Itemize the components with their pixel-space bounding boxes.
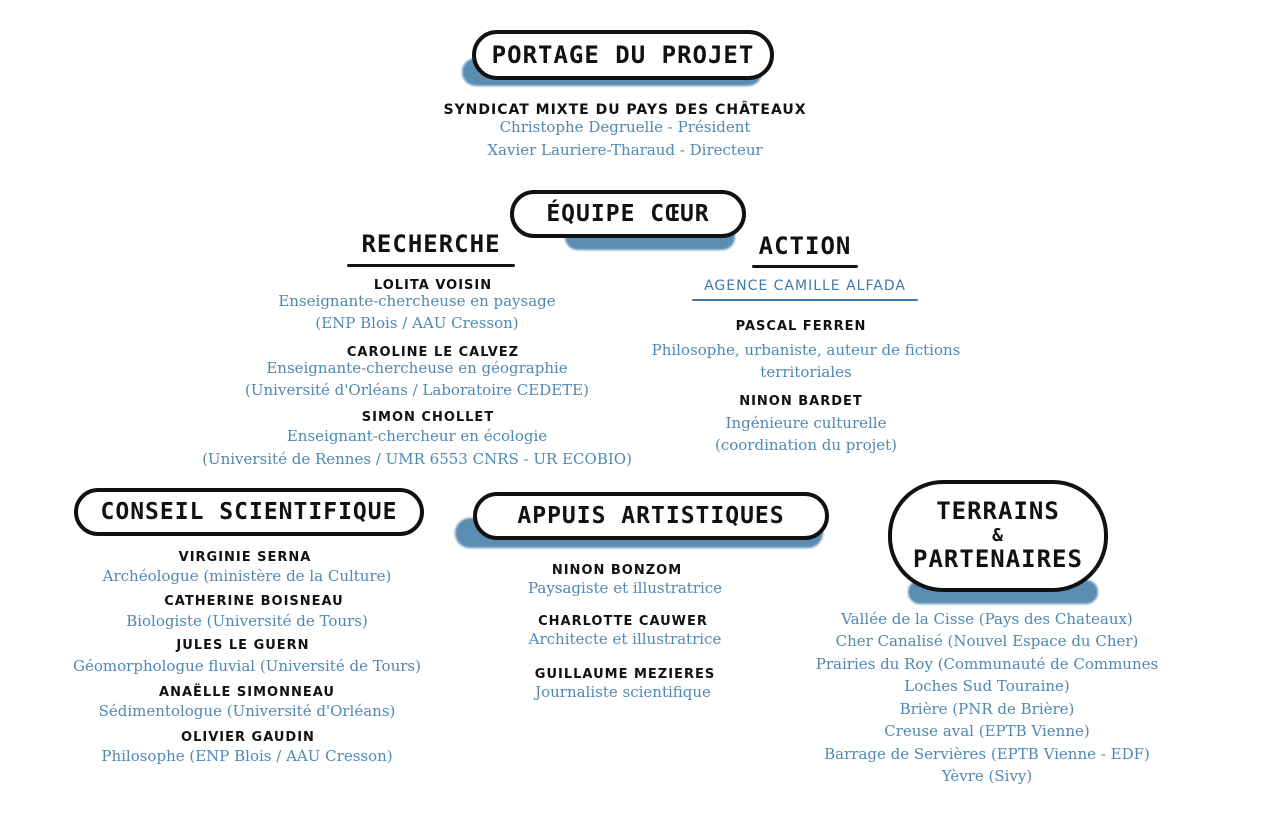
member-name: SIMON CHOLLET <box>361 410 495 425</box>
member-name: GUILLAUME MEZIERES <box>534 667 716 682</box>
terrains-title-amp: & <box>992 524 1004 546</box>
member-name: ANAËLLE SIMONNEAU <box>159 685 335 700</box>
member-name: CHARLOTTE CAUWER <box>538 614 708 629</box>
equipe-title: ÉQUIPE CŒUR <box>510 190 746 238</box>
member-desc: (ENP Blois / AAU Cresson) <box>315 314 519 332</box>
member-desc: (coordination du projet) <box>714 436 898 454</box>
member-name: NINON BARDET <box>739 394 863 409</box>
member-desc: Paysagiste et illustratrice <box>527 579 723 597</box>
member-desc: Archéologue (ministère de la Culture) <box>102 567 392 585</box>
portage-org: SYNDICAT MIXTE DU PAYS DES CHÂTEAUX <box>443 102 807 118</box>
terrain-item: Barrage de Servières (EPTB Vienne - EDF) <box>824 745 1150 763</box>
member-desc: Enseignante-chercheuse en géographie <box>266 359 568 377</box>
agency-underline <box>692 299 918 301</box>
recherche-heading: RECHERCHE <box>361 230 501 258</box>
terrains-title-line2: PARTENAIRES <box>913 545 1083 574</box>
terrain-item: Cher Canalisé (Nouvel Espace du Cher) <box>835 632 1139 650</box>
member-desc: Sédimentologue (Université d'Orléans) <box>98 702 396 720</box>
action-heading: ACTION <box>758 232 852 260</box>
terrains-title <box>888 480 1108 592</box>
member-name: PASCAL FERREN <box>735 319 867 334</box>
terrain-item: Yèvre (Sivy) <box>941 767 1033 785</box>
member-name: VIRGINIE SERNA <box>178 550 312 565</box>
portage-line-2: Xavier Lauriere-Tharaud - Directeur <box>487 141 763 159</box>
member-name: JULES LE GUERN <box>176 638 310 653</box>
terrain-item: Loches Sud Touraine) <box>904 677 1070 695</box>
conseil-title: CONSEIL SCIENTIFIQUE <box>74 488 424 536</box>
member-desc: Biologiste (Université de Tours) <box>126 612 368 630</box>
member-desc: Architecte et illustratrice <box>528 630 722 648</box>
member-desc: Enseignant-chercheur en écologie <box>286 427 548 445</box>
terrain-item: Vallée de la Cisse (Pays des Chateaux) <box>841 610 1133 628</box>
member-name: CATHERINE BOISNEAU <box>164 594 344 609</box>
portage-title: PORTAGE DU PROJET <box>472 30 774 80</box>
member-desc: (Université de Rennes / UMR 6553 CNRS - UR ECOBIO) <box>202 450 632 468</box>
member-desc: Ingénieure culturelle <box>725 414 887 432</box>
member-desc: Journaliste scientifique <box>535 683 711 701</box>
action-underline <box>752 265 858 268</box>
member-name: LOLITA VOISIN <box>373 278 493 293</box>
recherche-underline <box>347 264 515 267</box>
member-desc: Géomorphologue fluvial (Université de Tours) <box>73 657 421 675</box>
member-desc: (Université d'Orléans / Laboratoire CEDETE) <box>245 381 589 399</box>
member-desc: territoriales <box>760 363 852 381</box>
member-desc: Philosophe (ENP Blois / AAU Cresson) <box>101 747 393 765</box>
appuis-title: APPUIS ARTISTIQUES <box>473 492 829 540</box>
terrain-item: Prairies du Roy (Communauté de Communes <box>815 655 1159 673</box>
member-name: CAROLINE LE CALVEZ <box>346 345 520 360</box>
member-name: NINON BONZOM <box>551 563 683 578</box>
portage-line-1: Christophe Degruelle - Président <box>499 118 751 136</box>
member-desc: Enseignante-chercheuse en paysage <box>278 292 556 310</box>
terrains-title-line1: TERRAINS <box>936 497 1060 526</box>
member-desc: Philosophe, urbaniste, auteur de fictions <box>651 341 961 359</box>
terrain-item: Brière (PNR de Brière) <box>899 700 1075 718</box>
agency-label: AGENCE CAMILLE ALFADA <box>704 278 906 294</box>
terrain-item: Creuse aval (EPTB Vienne) <box>884 722 1090 740</box>
member-name: OLIVIER GAUDIN <box>181 730 315 745</box>
